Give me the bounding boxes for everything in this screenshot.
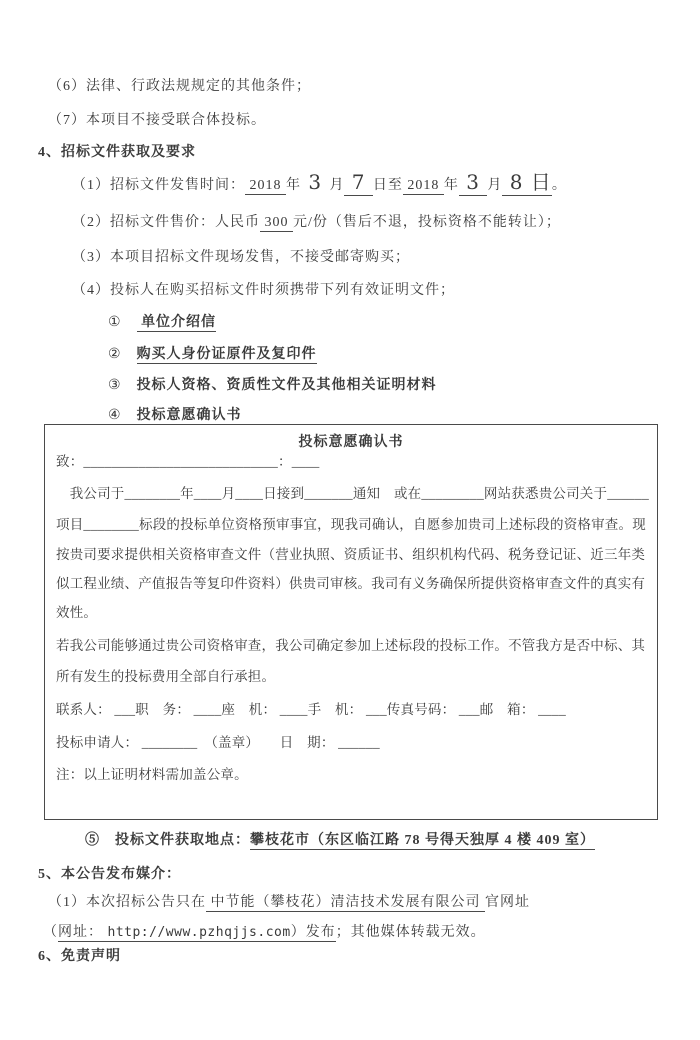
doc-id-card: 购买人身份证原件及复印件: [136, 347, 317, 362]
pickup-place-value: 攀枝花市（东区临江路 78 号得天独厚 4 楼 409 室）: [250, 833, 595, 848]
circled-1: ①: [108, 315, 137, 330]
sale-time-label: （1）招标文件发售时间：: [72, 178, 245, 193]
pickup-place-label: 投标文件获取地点：: [115, 833, 250, 848]
circled-4: ④: [108, 408, 137, 423]
required-doc-1: [108, 314, 216, 332]
text-segment: ）: [290, 925, 306, 940]
price-line: [72, 214, 561, 232]
doc-intro-letter: 单位介绍信: [136, 315, 217, 330]
text-segment: （: [43, 925, 58, 940]
media-line-2: [43, 924, 486, 942]
confirmation-paragraph1-line5: 效性。: [56, 605, 98, 620]
text-segment: 月: [329, 178, 345, 193]
media-prefix: （1）本次招标公告只在: [48, 895, 206, 910]
sale-time-line: [72, 172, 567, 195]
confirmation-note-line: 注：以上证明材料需加盖公章。: [56, 767, 248, 782]
confirmation-paragraph1-line3: 按贵司要求提供相关资格审查文件（营业执照、资质证书、组织机构代码、税务登记证、近三年类: [56, 547, 646, 562]
onsite-sale-line: （3）本项目招标文件现场发售，不接受邮寄购买；: [72, 250, 410, 265]
required-doc-2: [108, 346, 317, 364]
confirmation-paragraph2-line1: 若我公司能够通过贵公司资格审查，我公司确定参加上述标段的投标工作。不管我方是否中标、其: [56, 638, 646, 653]
start-year: 2018: [245, 178, 286, 193]
confirmation-box-title: 投标意愿确认书: [298, 435, 404, 450]
confirmation-applicant-line: 投标申请人： ________ （盖章） 日 期： ______: [56, 735, 380, 750]
section6-heading: 6、免责声明: [38, 949, 121, 964]
text-segment: 年: [286, 178, 301, 193]
required-docs-line: （4）投标人在购买招标文件时须携带下列有效证明文件；: [72, 283, 455, 298]
confirmation-paragraph1-line4: 似工程业绩、产值报告等复印件资料）供贵司审核。我司有义务确保所提供资格审查文件的真实有: [56, 576, 646, 591]
website-url: http://www.pzhqjjs.com: [107, 925, 291, 940]
end-year: 2018: [402, 178, 444, 193]
price-label: （2）招标文件售价：人民币: [72, 215, 260, 230]
pickup-location-line: [85, 832, 595, 850]
text-segment: 月: [487, 178, 503, 193]
text-segment: 。: [551, 178, 567, 193]
circled-5: ⑤: [85, 833, 115, 848]
text-segment: 元/份（售后不退，投标资格不能转让）；: [293, 215, 561, 230]
start-day: 7: [344, 170, 373, 194]
start-month: 3: [301, 170, 330, 194]
end-month: 3: [458, 170, 488, 194]
circled-2: ②: [108, 347, 137, 362]
confirmation-to-line: 致：____________________________：____: [56, 454, 320, 469]
text-segment: 日至: [372, 178, 403, 193]
url-label: 网址：: [58, 925, 108, 940]
company-name: 中节能（攀枝花）清洁技术发展有限公司: [206, 895, 485, 910]
required-doc-4: [108, 407, 242, 425]
confirmation-paragraph2-line2: 所有发生的投标费用全部自行承担。: [56, 669, 276, 684]
confirmation-contact-line: 联系人： ___职 务： ____座 机： ____手 机： ___传真号码： ___邮 箱： ____: [56, 702, 566, 717]
required-doc-3: [108, 377, 437, 395]
circled-3: ③: [108, 378, 137, 393]
end-day: 8 日: [502, 170, 552, 194]
doc-qualification: 投标人资格、资质性文件及其他相关证明材料: [136, 378, 437, 393]
price-value: 300: [260, 215, 293, 230]
text-segment: 官网址: [485, 895, 530, 910]
condition-item-6: （6）法律、行政法规规定的其他条件；: [48, 79, 311, 94]
section4-heading: 4、招标文件获取及要求: [38, 145, 196, 160]
publish-word: 发布: [305, 925, 336, 940]
section5-heading: 5、本公告发布媒介：: [38, 867, 181, 882]
text-segment: ；其他媒体转载无效。: [335, 925, 486, 940]
text-segment: 年: [443, 178, 459, 193]
confirmation-paragraph1-line1: 我公司于________年____月____日接到_______通知 或在_________网站获悉贵公司关于______: [56, 486, 649, 501]
condition-item-7: （7）本项目不接受联合体投标。: [48, 113, 266, 128]
doc-confirmation: 投标意愿确认书: [136, 408, 242, 423]
confirmation-box: [44, 424, 658, 820]
confirmation-paragraph1-line2: 项目________标段的投标单位资格预审事宜，现我司确认，自愿参加贵司上述标段的资格审查。现: [56, 517, 646, 532]
media-line-1: [48, 894, 530, 912]
